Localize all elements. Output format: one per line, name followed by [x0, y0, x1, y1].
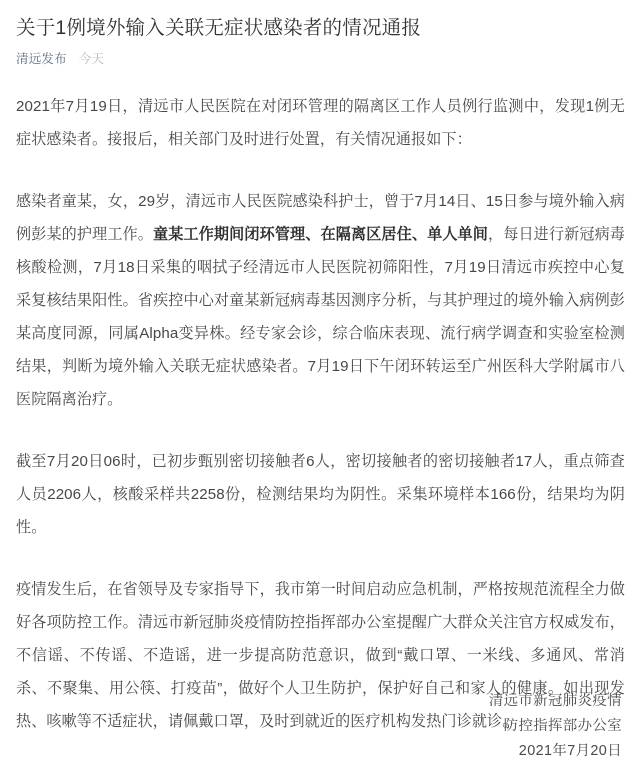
emphasized-text-run: 童某工作期间闭环管理、在隔离区居住、单人单间 — [153, 226, 488, 243]
paragraph-2 — [16, 185, 625, 416]
byline — [0, 42, 640, 68]
text-run: 截至7月20日06时，已初步甄别密切接触者6人，密切接触者的密切接触者17人，重点筛查人员2206人，核酸采样共2258份，检测结果均为阴性。采集环境样本166份，结果均为阴性。 — [16, 453, 625, 536]
text-run: ，每日进行新冠病毒核酸检测，7月18日采集的咽拭子经清远市人民医院初筛阳性，7月19日清远市疾控中心复采复核结果阳性。省疾控中心对童某新冠病毒基因测序分析，与其护理过的境外输入病例彭某高度同源，同属Alpha变异株。经专家会诊，综合临床表现、流行病学调查和实验室检测结果，判断为境外输入关联无症状感染者。7月19日下午闭环转运至广州医科大学附属市八医院隔离治疗。 — [16, 226, 625, 408]
text-run: 疫情发生后，在省领导及专家指导下，我市第一时间启动应急机制，严格按规范流程全力做好各项防控工作。清远市新冠肺炎疫情防控指挥部办公室提醒广大群众关注官方权威发布，不信谣、不传谣、不造谣，进一步提高防范意识，做到“戴口罩、一米线、多通风、常消杀、不聚集、用公筷、打疫苗”，做好个人卫生防护，保护好自己和家人的健康。如出现发热、咳嗽等不适症状，请佩戴口罩，及时到就近的医疗机构发热门诊就诊。 — [16, 581, 625, 730]
signature-line: 防控指挥部办公室 — [503, 718, 622, 734]
signature-block — [489, 689, 622, 764]
byline-source[interactable]: 清远发布 — [16, 52, 67, 66]
signature-line: 清远市新冠肺炎疫情 — [488, 693, 622, 709]
paragraph-1 — [16, 90, 625, 156]
page-title: 关于1例境外输入关联无症状感染者的情况通报 — [16, 17, 422, 39]
signature-line: 2021年7月20日 — [518, 743, 622, 759]
paragraph-3 — [16, 445, 625, 544]
text-run: 2021年7月19日，清远市人民医院在对闭环管理的隔离区工作人员例行监测中，发现1例无症状感染者。接报后，相关部门及时进行处置，有关情况通报如下： — [16, 98, 625, 148]
article-body — [0, 68, 640, 738]
text-run: 感染者童某，女，29岁，清远市人民医院感染科护士，曾于7月14日、15日参与境外输入病例彭某的护理工作。 — [16, 193, 625, 243]
byline-timestamp: 今天 — [78, 52, 105, 66]
